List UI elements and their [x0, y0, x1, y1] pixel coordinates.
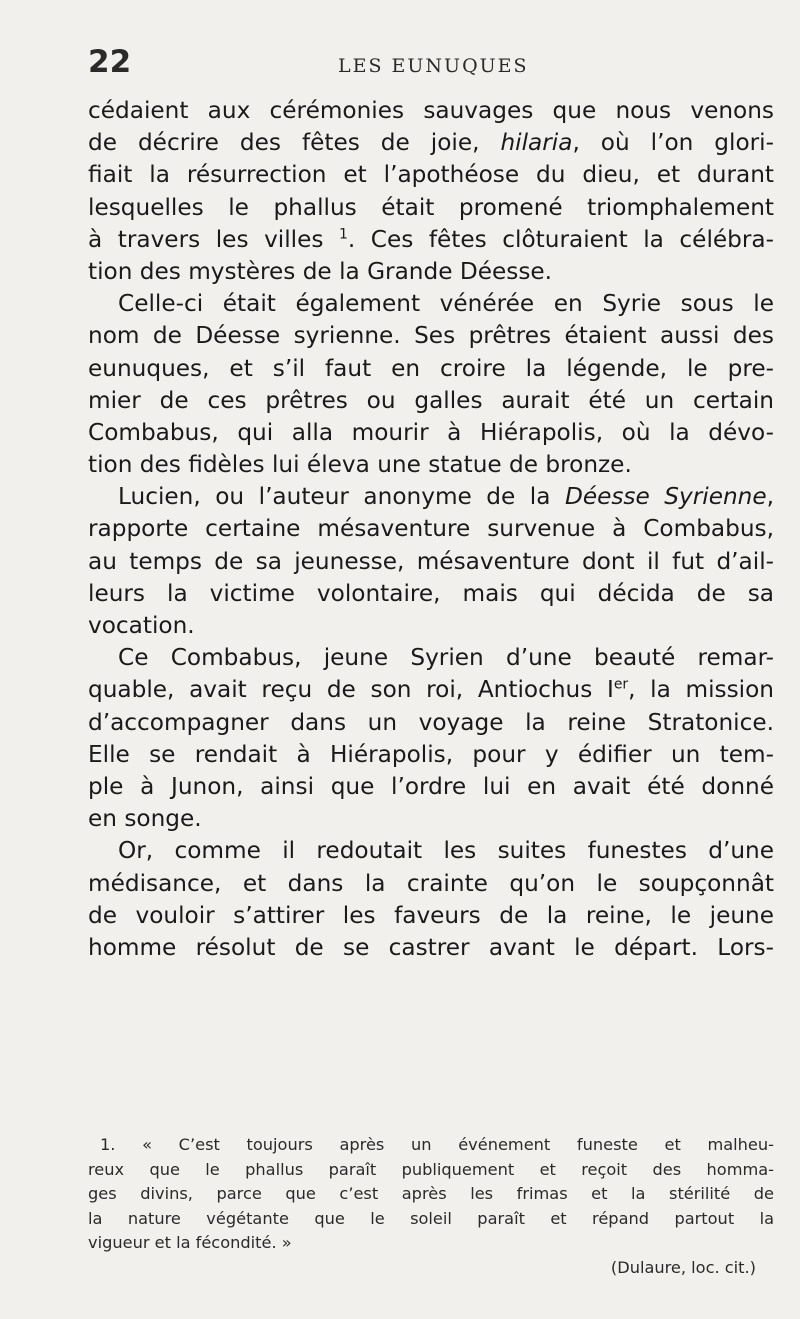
- body-text: [88, 95, 774, 964]
- body-line: Elle se rendait à Hiérapolis, pour y édifier un tem-: [88, 740, 774, 768]
- superscript: er: [613, 676, 629, 693]
- body-line: ple à Junon, ainsi que l’ordre lui en avait été donné: [88, 772, 774, 800]
- body-line: Lucien, ou l’auteur anonyme de la Déesse Syrienne,: [118, 483, 775, 511]
- page-header: [0, 44, 800, 84]
- italic-title: Déesse Syrienne: [564, 483, 767, 511]
- body-line: fiait la résurrection et l’apothéose du dieu, et durant: [88, 161, 774, 189]
- body-line: rapporte certaine mésaventure survenue à Combabus,: [88, 515, 774, 543]
- body-line: de décrire des fêtes de joie, hilaria, où l’on glori-: [88, 129, 774, 157]
- running-head: LES EUNUQUES: [338, 55, 529, 77]
- page-number: 22: [88, 44, 132, 80]
- body-line: cédaient aux cérémonies sauvages que nous venons: [88, 97, 774, 124]
- body-line: Combabus, qui alla mourir à Hiérapolis, où la dévo-: [88, 418, 774, 446]
- footnote-line: vigueur et la fécondité. »: [88, 1233, 292, 1252]
- footnote-line: reux que le phallus paraît publiquement et reçoit des homma-: [88, 1159, 774, 1179]
- footnote-line: 1. « C’est toujours après un événement funeste et malheu-: [100, 1135, 774, 1154]
- footnote-line: ges divins, parce que c’est après les frimas et la stérilité de: [88, 1184, 774, 1203]
- body-line: à travers les villes $^1$. Ces fêtes clôturaient la célébra-: [88, 225, 774, 253]
- body-line: eunuques, et s’il faut en croire la légende, le pre-: [88, 354, 774, 382]
- body-line: Celle-ci était également vénérée en Syrie sous le: [118, 290, 774, 318]
- footnote-source: (Dulaure, loc. cit.): [610, 1257, 756, 1277]
- body-line: nom de Déesse syrienne. Ses prêtres étaient aussi des: [88, 322, 774, 350]
- body-line: au temps de sa jeunesse, mésaventure dont il fut d’ail-: [88, 547, 774, 575]
- body-line: vocation.: [88, 612, 195, 639]
- body-line: d’accompagner dans un voyage la reine Stratonice.: [88, 708, 774, 736]
- body-line: en songe.: [88, 805, 202, 833]
- footnote-line: la nature végétante que le soleil paraît et répand partout la: [88, 1208, 774, 1228]
- italic-term: hilaria: [500, 129, 573, 157]
- body-line: homme résolut de se castrer avant le départ. Lors-: [88, 933, 774, 961]
- body-line: mier de ces prêtres ou galles aurait été un certain: [88, 386, 774, 414]
- body-line: tion des fidèles lui éleva une statue de bronze.: [88, 451, 632, 479]
- body-line: Ce Combabus, jeune Syrien d’une beauté remar-: [118, 644, 774, 672]
- body-line: Or, comme il redoutait les suites funestes d’une: [118, 837, 774, 865]
- body-line: de vouloir s’attirer les faveurs de la reine, le jeune: [88, 901, 774, 929]
- body-line: quable, avait reçu de son roi, Antiochus Ier, la mission: [88, 676, 775, 704]
- footnote-marker: 1: [339, 226, 348, 243]
- body-line: tion des mystères de la Grande Déesse.: [88, 257, 553, 285]
- body-line: lesquelles le phallus était promené triomphalement: [88, 193, 774, 221]
- body-line: leurs la victime volontaire, mais qui décida de sa: [88, 579, 774, 607]
- footnotes: [88, 1133, 774, 1280]
- body-line: médisance, et dans la crainte qu’on le soupçonnât: [88, 869, 774, 897]
